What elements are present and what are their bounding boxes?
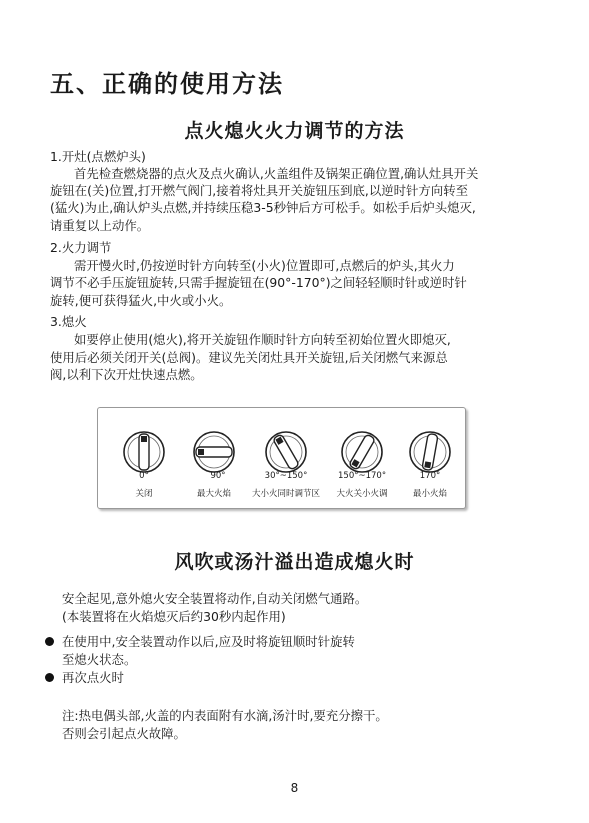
page-number: 8 bbox=[290, 781, 299, 795]
ignition-line: 1.开灶(点燃炉头) bbox=[50, 149, 146, 164]
wind-note: 否则会引起点火故障。 bbox=[62, 726, 186, 741]
knob-icon bbox=[338, 428, 386, 476]
bullet-dot bbox=[45, 673, 54, 682]
wind-line: (本装置将在火焰熄灭后约30秒内起作用) bbox=[62, 609, 286, 624]
knob-indicator bbox=[424, 461, 431, 468]
knob-icon bbox=[406, 428, 454, 476]
wind-line: 安全起见,意外熄火安全装置将动作,自动关闭燃气通路。 bbox=[62, 591, 368, 606]
ignition-line: 请重复以上动作。 bbox=[50, 218, 150, 233]
knob-angle: 30°~150° bbox=[264, 471, 308, 481]
knob-high-to-low bbox=[338, 428, 386, 476]
bullet-dot bbox=[45, 637, 54, 646]
ignition-line: (猛火)为止,确认炉头点燃,并持续压稳3-5秒钟后方可松手。如松手后炉头熄灭, bbox=[50, 200, 476, 215]
ignition-line: 旋钮在(关)位置,打开燃气阀门,接着将灶具开关旋钮压到底,以逆时针方向转至 bbox=[50, 183, 468, 198]
wind-note: 注:热电偶头部,火盖的内表面附有水滴,汤汁时,要充分擦干。 bbox=[62, 708, 388, 723]
ignition-line: 调节不必手压旋钮旋转,只需手握旋钮在(90°-170°)之间轻轻顺时针或逆时针 bbox=[50, 275, 467, 290]
ignition-line: 如要停止使用(熄火),将开关旋钮作顺时针方向转至初始位置火即熄灭, bbox=[74, 332, 451, 347]
knob-label: 关闭 bbox=[135, 489, 153, 499]
wind-title: 风吹或汤汁溢出造成熄火时 bbox=[174, 551, 415, 573]
section-title: 五、正确的使用方法 bbox=[50, 70, 284, 98]
ignition-line: 旋转,便可获得猛火,中火或小火。 bbox=[50, 293, 232, 308]
knob-icon bbox=[262, 428, 310, 476]
wind-bullet-line: 在使用中,安全装置动作以后,应及时将旋钮顺时针旋转 bbox=[62, 634, 355, 649]
ignition-title: 点火熄火火力调节的方法 bbox=[184, 120, 405, 142]
knob-icon bbox=[120, 428, 168, 476]
knob-angle: 150°~170° bbox=[338, 471, 387, 481]
knob-indicator bbox=[141, 436, 147, 442]
knob-label: 大火关小火调 bbox=[336, 489, 388, 499]
knob-grip bbox=[139, 434, 149, 470]
knob-label: 最大火焰 bbox=[196, 489, 231, 499]
wind-bullet-line: 再次点火时 bbox=[62, 670, 124, 685]
knob-off bbox=[120, 428, 168, 476]
knob-label: 大小火同时调节区 bbox=[251, 489, 320, 499]
knob-label: 最小火焰 bbox=[412, 489, 447, 499]
ignition-line: 首先检查燃烧器的点火及点火确认,火盖组件及锅架正确位置,确认灶具开关 bbox=[74, 166, 479, 181]
knob-adjust-zone bbox=[262, 428, 310, 476]
ignition-line: 3.熄火 bbox=[50, 314, 87, 329]
knob-grip bbox=[196, 447, 232, 457]
ignition-line: 使用后必须关闭开关(总阀)。建议先关闭灶具开关旋钮,后关闭燃气来源总 bbox=[50, 350, 448, 365]
wind-bullet-line: 至熄火状态。 bbox=[62, 652, 137, 667]
knob-indicator bbox=[198, 449, 204, 455]
knob-min-flame bbox=[406, 428, 454, 476]
knob-max-flame bbox=[190, 428, 238, 476]
ignition-line: 2.火力调节 bbox=[50, 240, 112, 255]
knob-diagram bbox=[97, 407, 466, 509]
knob-angle: 170° bbox=[419, 471, 441, 481]
ignition-line: 阀,以利下次开灶快速点燃。 bbox=[50, 367, 203, 382]
knob-angle: 0° bbox=[139, 471, 149, 481]
knob-angle: 90° bbox=[210, 471, 226, 481]
ignition-line: 需开慢火时,仍按逆时针方向转至(小火)位置即可,点燃后的炉头,其火力 bbox=[74, 258, 455, 273]
knob-icon bbox=[190, 428, 238, 476]
